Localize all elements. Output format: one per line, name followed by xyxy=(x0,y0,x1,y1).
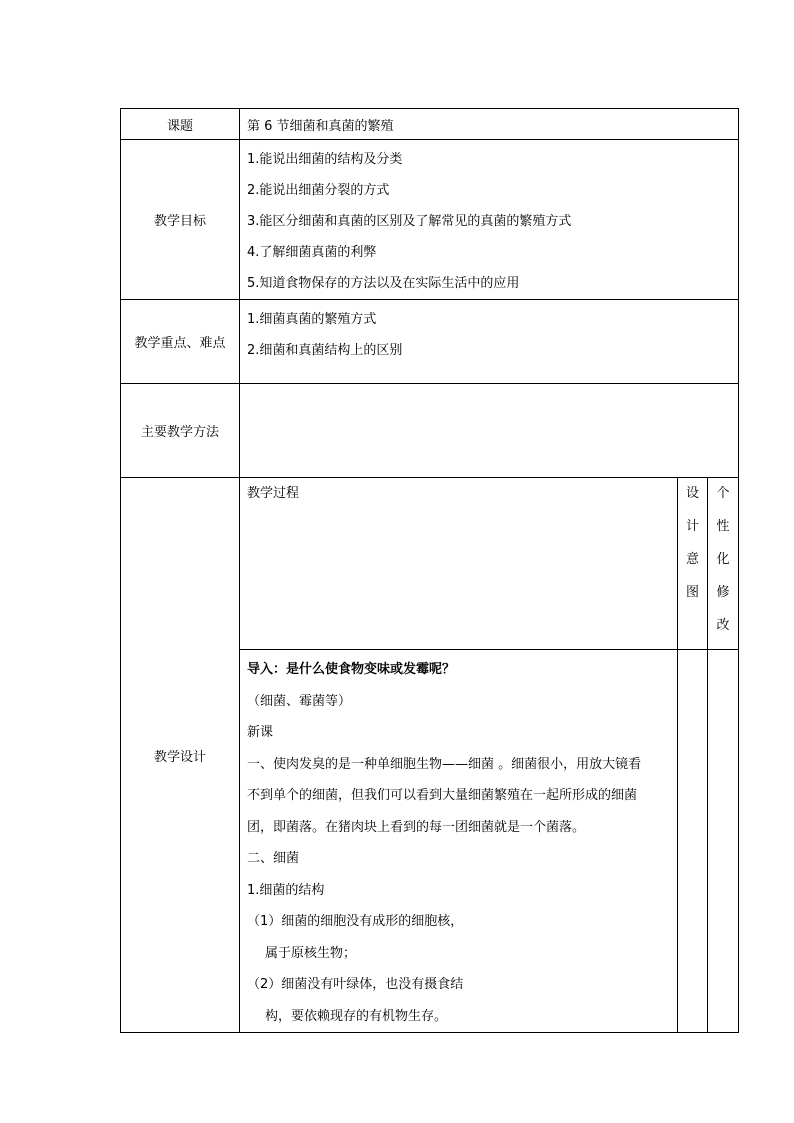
content-line: （细菌、霉菌等） xyxy=(247,693,352,709)
content-line: 二、细菌 xyxy=(247,851,300,866)
goals-list xyxy=(240,140,738,299)
design-intent-char: 计 xyxy=(685,519,699,534)
lesson-plan-table xyxy=(120,108,739,1033)
key-points-label: 教学重点、难点 xyxy=(121,300,240,384)
row-method xyxy=(121,384,739,478)
key-points-list xyxy=(240,300,738,366)
intro-question: 导入：是什么使食物变味或发霉呢？ xyxy=(247,662,456,677)
design-intent-header xyxy=(678,478,708,650)
personal-edit-cell xyxy=(708,650,739,1033)
row-topic xyxy=(121,109,739,140)
personal-edit-char: 性 xyxy=(716,519,730,534)
row-design-header xyxy=(121,478,739,650)
design-intent-cell xyxy=(678,650,708,1033)
personal-edit-char: 个 xyxy=(716,486,730,501)
method-label: 主要教学方法 xyxy=(121,384,240,478)
row-goals xyxy=(121,140,739,300)
content-line: 构，要依赖现存的有机物生存。 xyxy=(265,1008,448,1024)
personal-edit-char: 改 xyxy=(716,618,730,633)
goal-item: 3.能区分细菌和真菌的区别及了解常见的真菌的繁殖方式 xyxy=(247,214,572,229)
design-label: 教学设计 xyxy=(121,478,240,1033)
content-line: 1.细菌的结构 xyxy=(247,882,325,898)
key-point-item: 2.细菌和真菌结构上的区别 xyxy=(247,343,403,358)
topic-value: 第 6 节细菌和真菌的繁殖 xyxy=(240,109,739,140)
key-points-cell xyxy=(240,300,739,384)
goals-cell xyxy=(240,140,739,300)
key-point-item: 1.细菌真菌的繁殖方式 xyxy=(247,312,377,327)
topic-label: 课题 xyxy=(121,109,240,140)
content-line: 不到单个的细菌，但我们可以看到大量细菌繁殖在一起所形成的细菌 xyxy=(247,788,638,803)
design-intent-char: 设 xyxy=(685,486,699,501)
personal-edit-char: 修 xyxy=(716,585,730,600)
process-content xyxy=(240,650,678,1033)
content-line: 团，即菌落。在猪肉块上看到的每一团细菌就是一个菌落。 xyxy=(247,819,586,835)
design-intent-char: 图 xyxy=(685,585,699,600)
personal-edit-header xyxy=(708,478,739,650)
process-header: 教学过程 xyxy=(240,478,678,650)
content-line: （1）细菌的细胞没有成形的细胞核， xyxy=(247,914,464,929)
goal-item: 1.能说出细菌的结构及分类 xyxy=(247,152,403,167)
goal-item: 4.了解细菌真菌的利弊 xyxy=(247,245,377,260)
method-value xyxy=(240,384,739,478)
row-key-points xyxy=(121,300,739,384)
content-line: （2）细菌没有叶绿体，也没有摄食结 xyxy=(247,977,464,992)
personal-edit-char: 化 xyxy=(716,552,730,567)
content-line: 一、使肉发臭的是一种单细胞生物——细菌 。细菌很小，用放大镜看 xyxy=(247,756,642,772)
goal-item: 2.能说出细菌分裂的方式 xyxy=(247,183,390,198)
content-line: 新课 xyxy=(247,725,274,740)
design-intent-char: 意 xyxy=(685,552,699,567)
content-line: 属于原核生物； xyxy=(265,945,357,961)
goals-label: 教学目标 xyxy=(121,140,240,300)
goal-item: 5.知道食物保存的方法以及在实际生活中的应用 xyxy=(247,276,520,291)
